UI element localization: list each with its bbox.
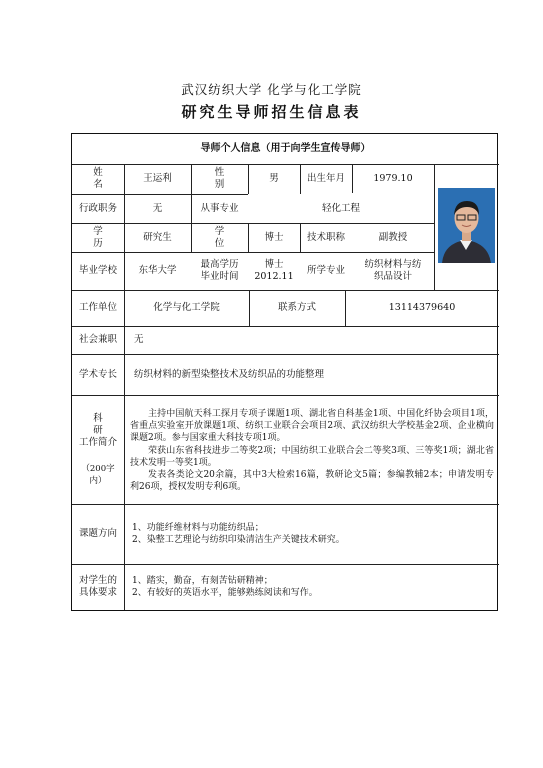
list-item: 2、染整工艺理论与纺织印染清洁生产关键技术研究。 [132,535,345,546]
gender-value: 男 [269,173,279,184]
education-label: 学 历 [93,225,123,249]
specialty-label: 从事专业 [200,202,239,214]
requirements-label [72,564,124,610]
school-label: 毕业学校 [78,265,117,276]
birth-label: 出生年月 [306,173,345,184]
birth-value: 1979.10 [373,173,413,184]
social-label: 社会兼职 [78,334,117,345]
portrait-photo [438,188,495,263]
requirements-label-line2: 具体要求 [78,587,117,598]
research-intro-limit: （200字内） [81,463,115,486]
section-title: 导师个人信息（用于向学生宣传导师） [200,143,371,154]
list-item: 1、踏实，勤奋，有刻苦钻研精神； [132,576,273,586]
work-unit-value: 化学与化工学院 [153,302,220,313]
research-intro-text [130,408,494,493]
expertise-value: 纺织材料的新型染整技术及纺织品的功能整理 [134,368,325,380]
research-intro-label-line2: 工作简介 [78,436,117,448]
admin-post-label: 行政职务 [78,202,117,214]
research-intro-paragraph: 主持中国航天科工探月专项子课题1项、湖北省自科基金1项、中国化纤协会项目1项，省重点实验室开放课题1项、纺织工业联合会项目2项、武汉纺织大学校基金2项、企业横向课题2项。参与国家重大科技专项1项。 [130,409,494,444]
top-degree-time-label: 最高学历毕业时间 [200,259,239,282]
social-value: 无 [134,334,144,345]
contact-value: 13114379640 [388,302,456,313]
research-intro-label-line1: 科 研 [93,412,115,436]
requirements-list [132,575,492,599]
direction-label: 课题方向 [78,528,117,539]
research-intro-label [72,395,124,504]
name-label: 姓 名 [93,167,123,190]
title-value: 副教授 [378,231,408,243]
research-intro-paragraph: 荣获山东省科技进步二等奖2项；中国纺织工业联合会二等奖3项、三等奖1项；湖北省技术发明一等奖1项。 [130,445,494,468]
degree-value: 博士 [264,231,284,243]
admin-post-value: 无 [152,202,163,214]
list-item: 1、功能纤维材料与功能纺织品； [132,523,264,533]
info-form [71,133,498,611]
expertise-label: 学术专长 [78,368,117,380]
requirements-label-line1: 对学生的 [78,575,117,586]
gender-label: 性 别 [214,167,245,190]
research-intro-paragraph: 发表各类论文20余篇，其中3大检索16篇，教研论文5篇；参编教辅2本；申请发明专利26项，授权发明专利6项。 [130,470,494,493]
top-degree-time-value: 博士 2012.11 [254,259,294,282]
form-title: 研究生导师招生信息表 [181,103,362,121]
school-value: 东华大学 [138,265,177,276]
list-item: 2、有较好的英语水平，能够熟练阅读和写作。 [132,588,318,599]
school-subtitle: 武汉纺织大学 化学与化工学院 [181,82,362,97]
contact-label: 联系方式 [277,302,316,313]
major-label: 所学专业 [306,265,345,276]
major-value: 纺织材料与纺织品设计 [364,259,422,282]
work-unit-label: 工作单位 [78,302,117,313]
specialty-value: 轻化工程 [248,194,434,223]
education-value: 研究生 [143,231,172,243]
degree-label: 学 位 [214,225,245,249]
name-value: 王运利 [143,173,172,184]
title-label: 技术职称 [306,231,345,243]
direction-list [132,522,492,546]
portrait-icon [438,188,495,263]
